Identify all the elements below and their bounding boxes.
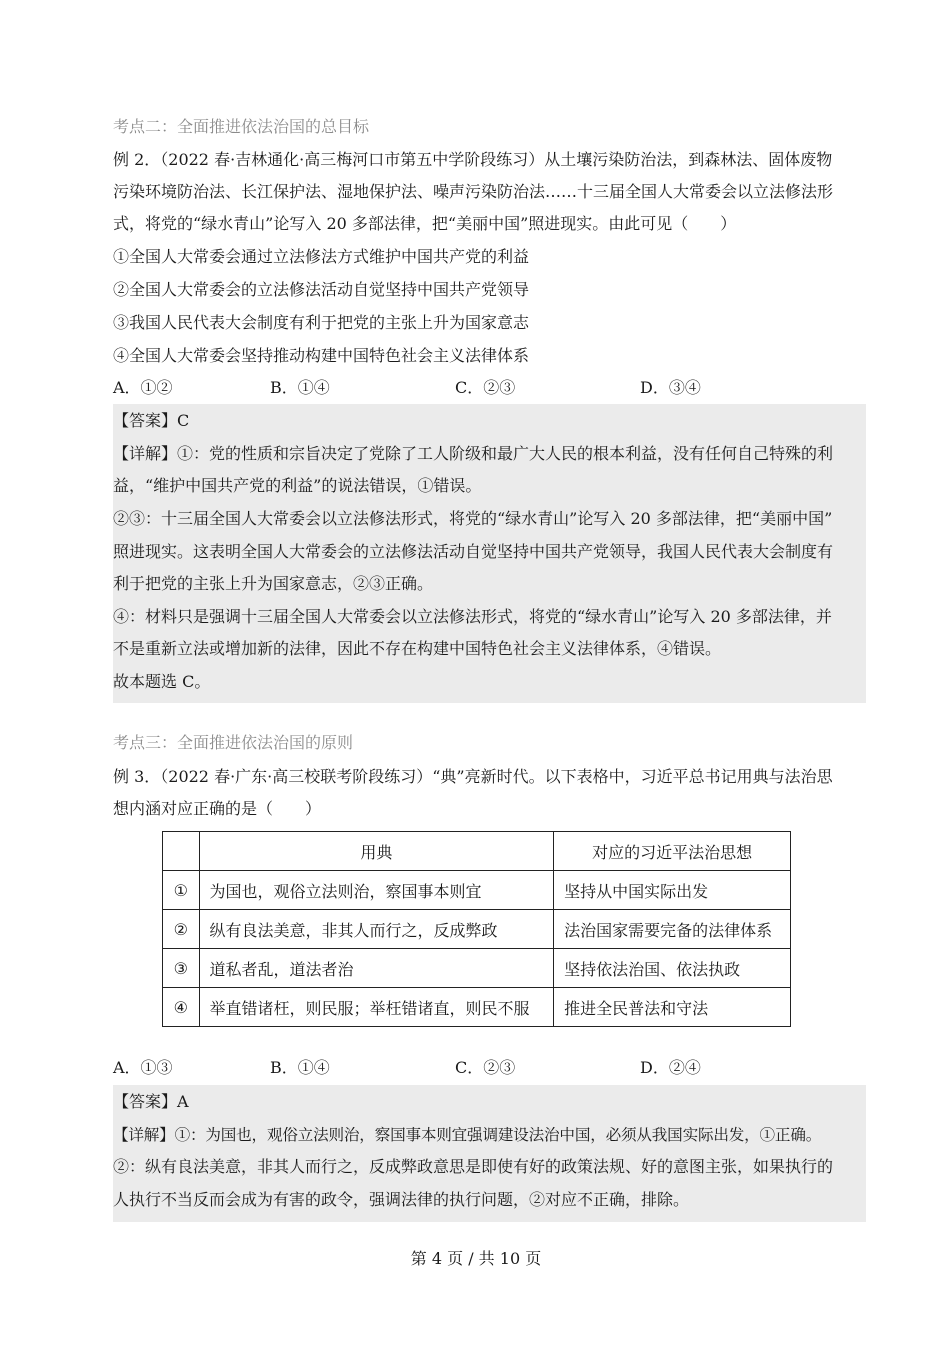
option-b: B．①④ [270,378,330,397]
table-cell: 坚持从中国实际出发 [554,871,791,910]
explanation-text: 【详解】①：为国也，观俗立法则治，察国事本则宜强调建设法治中国，必须从我国实际出发，①正确。 [113,1126,822,1144]
table-row [163,988,791,1027]
explanation-text: 利于把党的主张上升为国家意志，②③正确。 [113,574,434,593]
explanation-text: 照进现实。这表明全国人大常委会的立法修法活动自觉坚持中国共产党领导，我国人民代表大会制度有 [113,542,834,561]
table-cell: ① [163,871,200,910]
question-text: 例 3．（2022 春·广东·高三校联考阶段练习）“典”亮新时代。以下表格中，习近平总书记用典与法治思 [113,767,833,786]
option-a: A．①② [113,378,173,397]
table-cell: ④ [163,988,200,1027]
statement-item: ①全国人大常委会通过立法修法方式维护中国共产党的利益 [113,247,530,266]
table-cell: 为国也，观俗立法则治，察国事本则宜 [199,871,554,910]
answer-label: 【答案】A [113,1092,189,1111]
explanation-text: ②：纵有良法美意，非其人而行之，反成弊政意思是即使有好的政策法规、好的意图主张，如果执行的 [113,1157,834,1176]
table-cell: 推进全民普法和守法 [554,988,791,1027]
table-header-cell: 对应的习近平法治思想 [554,832,791,871]
table-cell: ③ [163,949,200,988]
statement-item: ④全国人大常委会坚持推动构建中国特色社会主义法律体系 [113,346,530,365]
table-cell: 纵有良法美意，非其人而行之，反成弊政 [199,910,554,949]
statement-item: ③我国人民代表大会制度有利于把党的主张上升为国家意志 [113,313,530,332]
option-a: A．①③ [113,1058,173,1077]
table-cell: 法治国家需要完备的法律体系 [554,910,791,949]
question-text: 式，将党的“绿水青山”论写入 20 多部法律，把“美丽中国”照进现实。由此可见（ ） [113,214,737,233]
section-heading: 考点三：全面推进依法治国的原则 [113,733,354,752]
allusion-table [162,831,791,1027]
statement-item: ②全国人大常委会的立法修法活动自觉坚持中国共产党领导 [113,280,530,299]
page-footer: 第 4 页 / 共 10 页 [410,1249,542,1268]
table-header-cell [163,832,200,871]
option-d: D．②④ [640,1058,701,1077]
question-text: 想内涵对应正确的是（ ） [113,799,322,818]
answer-options [113,376,753,402]
table-cell: 坚持依法治国、依法执政 [554,949,791,988]
section-heading: 考点二：全面推进依法治国的总目标 [113,117,370,136]
table-cell: 道私者乱，道法者治 [199,949,554,988]
table-row [163,949,791,988]
question-text: 污染环境防治法、长江保护法、湿地保护法、噪声污染防治法……十三届全国人大常委会以立法修法形 [113,182,834,201]
table-cell: 举直错诸枉，则民服；举枉错诸直，则民不服 [199,988,554,1027]
option-c: C．②③ [455,1058,516,1077]
question-text: 例 2．（2022 春·吉林通化·高三梅河口市第五中学阶段练习）从土壤污染防治法，到森林法、固体废物 [113,150,833,169]
answer-label: 【答案】C [113,411,190,430]
explanation-text: 益，“维护中国共产党的利益”的说法错误，①错误。 [113,476,482,495]
table-row [163,871,791,910]
option-b: B．①④ [270,1058,330,1077]
explanation-text: 故本题选 C。 [113,672,211,691]
table-header-row [163,832,791,871]
explanation-text: ④：材料只是强调十三届全国人大常委会以立法修法形式，将党的“绿水青山”论写入 20 多部法律，并 [113,607,832,626]
explanation-text: 【详解】①：党的性质和宗旨决定了党除了工人阶级和最广大人民的根本利益，没有任何自己特殊的利 [113,444,834,463]
explanation-text: ②③：十三届全国人大常委会以立法修法形式，将党的“绿水青山”论写入 20 多部法律，把“美丽中国” [113,509,833,528]
option-c: C．②③ [455,378,516,397]
table-cell: ② [163,910,200,949]
table-row [163,910,791,949]
explanation-text: 人执行不当反而会成为有害的政令，强调法律的执行问题，②对应不正确，排除。 [113,1190,690,1209]
option-d: D．③④ [640,378,701,397]
explanation-text: 不是重新立法或增加新的法律，因此不存在构建中国特色社会主义法律体系，④错误。 [113,639,722,658]
table-header-cell: 用典 [199,832,554,871]
answer-options [113,1056,753,1082]
